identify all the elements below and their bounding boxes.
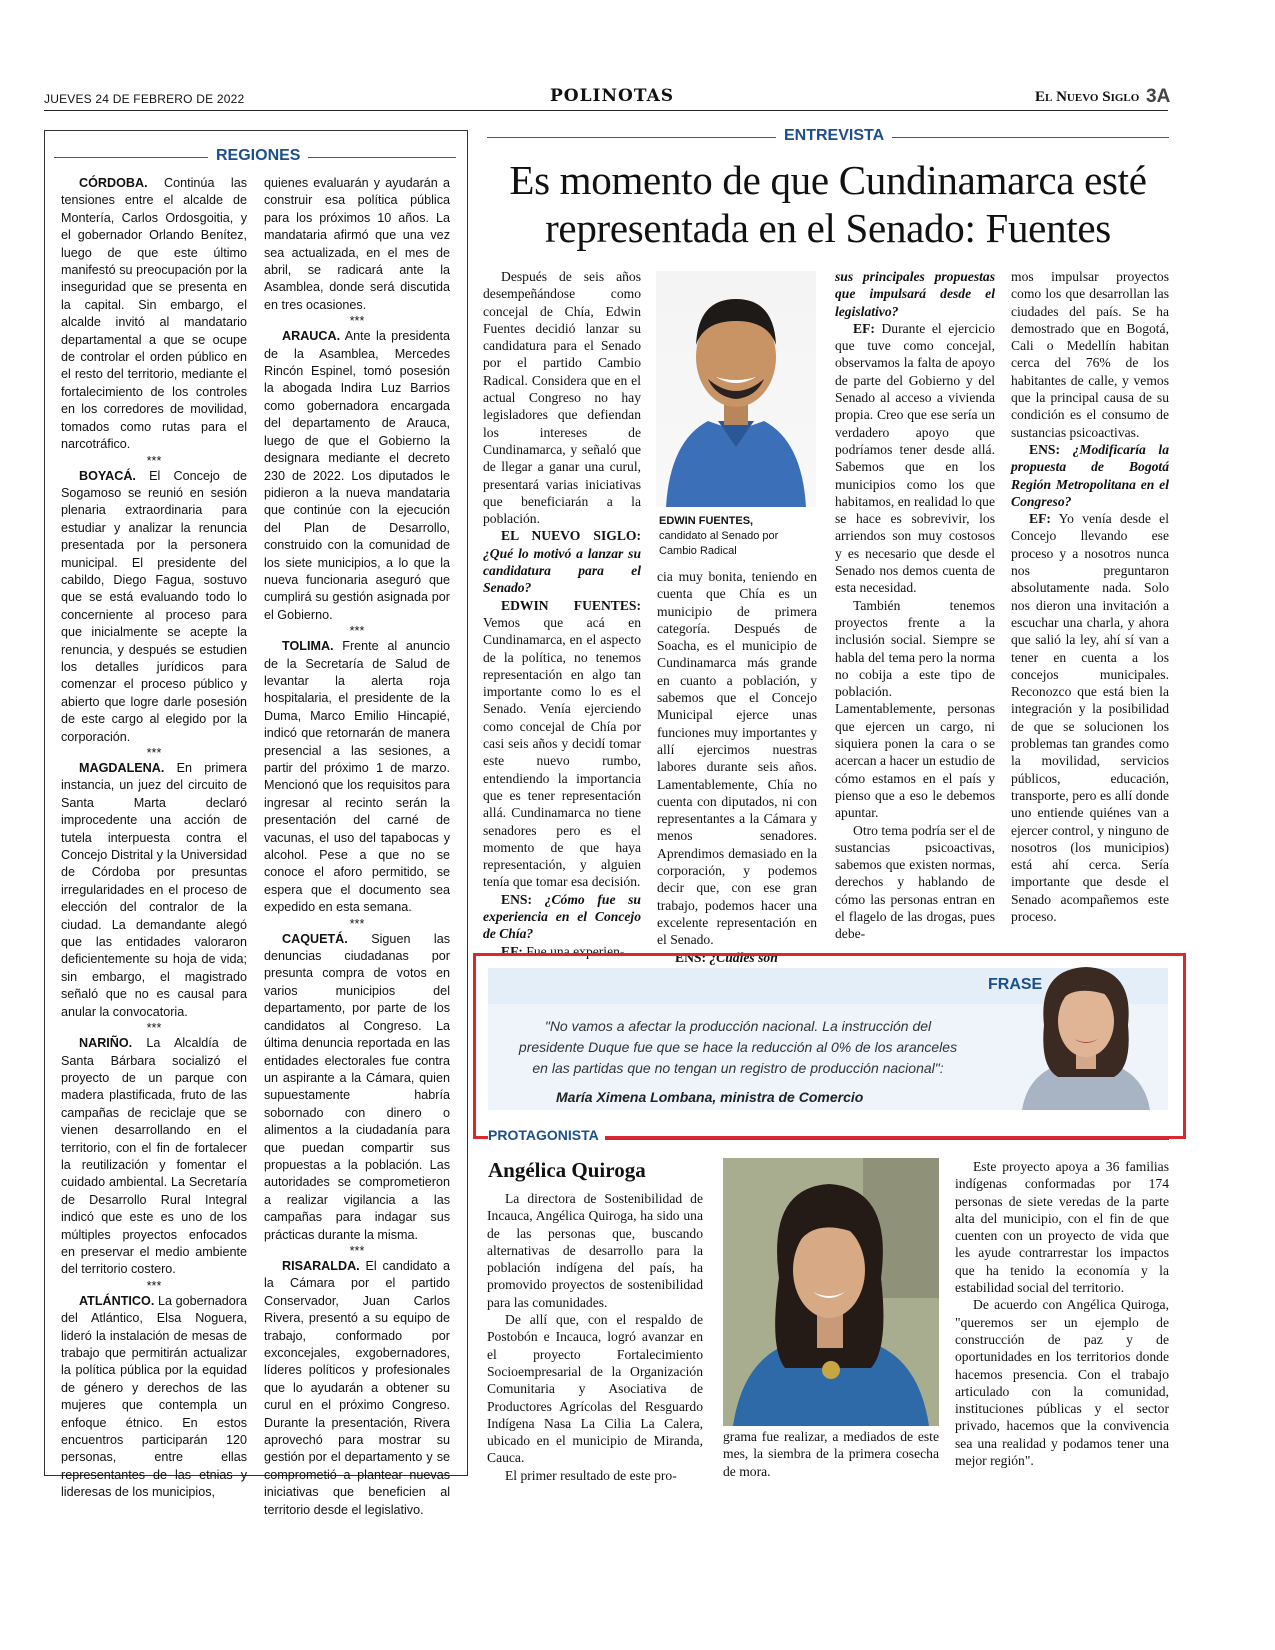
interviewee-label: EF:: [501, 943, 523, 959]
news-brief-text: El Concejo de Sogamoso se reunió en sesión plenaria extraordinaria para estudiar y analizar la renuncia presentada por la personera municipal. El presidente del cabildo, Diego Fagua, sostuvo que se está evaluando todo lo concerniente al proceso para que inicialmente se acepte la renuncia, y después se estudien los detalles jurídicos para comenzar el proceso público y abierto que logre darle posesión de este cargo al elegido por la corporación.: [61, 468, 247, 744]
news-brief: [264, 175, 450, 314]
interview-question: sus principales propuestas que impulsará desde el legislativo?: [835, 269, 995, 319]
question-text: ¿Modificaría la propuesta de Bogotá Región Metropolitana en el Congreso?: [1011, 441, 1169, 509]
frase-quote: [488, 1016, 988, 1079]
answer-text: Durante el ejercicio que tuve como concejal, observamos la falta de apoyo de parte del Gobierno y del Senado al acceso a vivienda propia. Creo que ese sería un verdadero apoyo que podríamos tener desde allá. Sabemos que en los municipios como los que habitamos, en realidad lo que se hace es sobrevivir, los arriendos son muy costosos y es necesario que desde el Senado nos demos cuenta de esta necesidad.: [835, 320, 995, 596]
frase-label: FRASE: [988, 976, 1043, 993]
interview-paragraph: Otro tema podría ser el de sustancias psicoactivas, sabemos que existen normas, derechos y hablando de cómo las personas entran en el flagelo de las drogas, pues debe-: [835, 822, 995, 942]
item-separator: ***: [146, 746, 162, 760]
news-brief: [61, 175, 247, 454]
news-brief-text: La Alcaldía de Santa Bárbara socializó el proyecto de un parque con madera plastificada, fruto de las campañas de reciclaje que se vienen desarrollando en el territorio, con el fin de fortalecer la reutilización y fomentar el cuidado ambiental. La Secretaría de Desarrollo Rural Integral indicó que este es uno de los múltiples proyectos enfocados en preservar el medio ambiente del territorio costero.: [61, 1036, 247, 1277]
news-brief: [61, 468, 247, 747]
article-paragraph: De allí que, con el respaldo de Postobón e Incauca, logró avanzar en el proyecto Fortalecimiento Socioempresarial de la Organización Comunitaria y Asociativa de Productores Agrícolas del Resguardo Indígena Nasa La Cilia La Calera, ubicado en el municipio de Miranda, Cauca.: [487, 1312, 703, 1466]
article-paragraph: La directora de Sostenibilidad de Incauca, Angélica Quiroga, ha sido una de las personas que, buscando alternativas de desarrollo para la población indígena del país, ha promovido proyectos de sostenibilidad para las comunidades.: [487, 1191, 703, 1310]
photo-caption: [659, 514, 819, 559]
interview-question: [1011, 441, 1169, 510]
interview-answer: [483, 597, 641, 891]
news-brief-region: TOLIMA.: [282, 639, 334, 654]
answer-text: Vemos que acá en Cundinamarca, en el aspecto de la política, no tenemos representación en algo tan importante como lo es el Senado. Venía ejerciendo como concejal de Chía por casi seis años y decidí tomar este nuevo rumbo, entendiendo la importancia que es tener representación allá. Cundinamarca no tiene senadores pero es el momento de que haya representación, y alguien tenía que tomar esa decisión.: [483, 614, 641, 890]
interview-column-4: [1011, 268, 1169, 952]
news-brief-region: ARAUCA.: [282, 329, 341, 344]
frase-quote-line-2: presidente Duque fue que se hace la reducción al 0% de los aranceles: [518, 1039, 958, 1055]
interviewer-label: ENS:: [1029, 441, 1060, 457]
news-brief-text: quienes evaluarán y ayudarán a construir esa política pública para los próximos 10 años. La mandataria afirmó que una vez sea actualizada, en el mes de abril, se radicará ante la Asamblea, donde será discutida en tres ocasiones.: [264, 176, 450, 312]
regiones-column-2: [264, 175, 450, 1517]
news-brief-text: Siguen las denuncias ciudadanas por presunta compra de votos en varios municipios del departamento, por parte de los candidatos al Congreso. La última denuncia reportada en las entidades electorales fue contra un aspirante a la Cámara, quien supuestamente habría sobornado con dinero o alimentos a la ciudadanía para que puedan compartir sus propuestas a la población. Las autoridades se comprometieron a realizar vigilancia a las campañas para indagar sus prácticas durante la misma.: [264, 931, 450, 1242]
frase-quote-line-3: en las partidas que no tengan un registro de producción nacional":: [532, 1060, 944, 1076]
news-brief: [264, 328, 450, 624]
caption-role-2: Cambio Radical: [659, 545, 737, 557]
interviewee-label: EDWIN FUENTES:: [501, 597, 641, 613]
header-rule: [44, 110, 1168, 111]
protagonista-column-1: [487, 1190, 703, 1483]
news-brief: [61, 1293, 247, 1502]
protagonista-label: PROTAGONISTA: [488, 1127, 605, 1143]
news-brief-text: En primera instancia, un juez del circuito de Santa Marta declaró improcedente una acción de tutela interpuesta contra el Concejo Distrital y la Universidad de Córdoba por presuntas irregularidades en el proceso de elección del contralor de la ciudad. La demandante alegó que las entidades valoraron deficientemente su hoja de vida; sin embargo, el magistrado señaló que no es causal para anular la convocatoria.: [61, 761, 247, 1019]
regiones-label: REGIONES: [208, 147, 308, 165]
news-brief: [61, 1035, 247, 1279]
question-text: ¿Qué lo motivó a lanzar su candidatura para el Senado?: [483, 545, 641, 596]
interview-column-2: [657, 568, 817, 965]
item-separator: ***: [349, 624, 365, 639]
answer-text: Yo venía desde el Concejo llevando ese proceso y a nosotros nunca nos preguntaron absolutamente nada. Solo nos dieron una invitación a escuchar una charla, y ahora que salió la ley, ahí sí van a tener en cuenta a los concejos municipales. Reconozco que está bien la integración y la posibilidad de que se solucionen los problemas tan grandes como la movilidad, servicios públicos, educación, transporte, pero es allí donde uno entiende quiénes van a ejercer control, y ninguno de nosotros (los municipios) está ahí cerca. Sería importante que desde el Senado acompañemos este proceso.: [1011, 511, 1169, 924]
news-brief-text: Frente al anuncio de la Secretaría de Salud de levantar la alerta roja hospitalaria, el presidente de la Duma, Marco Emilio Hincapié, indicó que retornarán de manera presencial a las sesiones, a partir del próximo 1 de marzo. Mencionó que los requisitos para ingresar al recinto serán la presentación del carné de vacunas, el uso del tapabocas y alcohol. Pese a que no se conoce el aforo permitido, se espera que el documento sea expedido en esta semana.: [264, 639, 450, 915]
protagonista-column-3: [955, 1158, 1169, 1480]
protagonista-name: Angélica Quiroga: [488, 1158, 646, 1182]
news-brief: [264, 1258, 450, 1519]
interview-answer: [1011, 510, 1169, 925]
news-brief-text: La gobernadora del Atlántico, Elsa Noguera, lideró la instalación de mesas de trabajo que permitirán actualizar la política pública por la equidad de género y derechos de las mujeres que contempla un enfoque étnico. En estos encuentros participarán 120 personas, entre ellas representantes de las etnias y lideresas de los municipios,: [61, 1293, 247, 1500]
header-date: JUEVES 24 DE FEBRERO DE 2022: [44, 92, 245, 106]
article-paragraph: El primer resultado de este pro-: [505, 1467, 677, 1483]
frase-quote-line-1: "No vamos a afectar la producción nacional. La instrucción del: [544, 1018, 932, 1034]
news-brief-text: Continúa las tensiones entre el alcalde de Montería, Carlos Ordosgoitia, y el gobernador Orlando Benítez, luego de que este último manifestó su preocupación por la inseguridad que se presenta en la capital. Sin embargo, el alcalde invitó al mandatario departamental a que se ocupe de controlar el orden público en el resto del territorio, mediante el fortalecimiento de los controles en los corredores de movilidad, tomados como rutas para el narcotráfico.: [61, 176, 247, 452]
header-page: 3A: [1146, 86, 1171, 107]
news-brief: [61, 760, 247, 1021]
question-text: ¿Cómo fue su experiencia en el Concejo de Chía?: [483, 891, 641, 942]
answer-text: Fue una experien-: [522, 943, 625, 959]
news-brief-region: CAQUETÁ.: [282, 931, 348, 946]
maria-ximena-lombana-photo: [1004, 955, 1168, 1110]
protagonista-photo-text: grama fue realizar, a mediados de este mes, la siembra de la primera cosecha de mora.: [723, 1429, 939, 1479]
interview-paragraph: También tenemos proyectos frente a la inclusión social. Siempre se habla del tema pero la norma no cobija a este tipo de población. Lamentablemente, personas que ejercen un cargo, ni siquiera ponen la cara o se acercan a hacer un estudio de cómo estamos en el país y pienso que a eso le debemos apuntar.: [835, 597, 995, 821]
angelica-quiroga-photo: [723, 1158, 939, 1426]
news-brief-text: El candidato a la Cámara por el partido Conservador, Juan Carlos Rivera, presentó a su equipo de trabajo, conformado por exconcejales, exgobernadores, líderes políticos y profesionales que lo ayudarán a obtener su curul en el próximo Congreso. Durante la presentación, Rivera aprovechó para mostrar su gestión por el departamento y se comprometió a plantear nuevas iniciativas que beneficien al territorio desde el legislativo.: [264, 1258, 450, 1517]
header-section: POLINOTAS: [550, 86, 675, 106]
interview-paragraph: Después de seis años desempeñándose como concejal de Chía, Edwin Fuentes decidió lanzar su candidatura para el Senado por el partido Cambio Radical. Considera que en el actual Congreso no hay legisladores que defiendan los intereses de Cundinamarca, y señaló que de llegar a ganar una curul, presentará varias iniciativas que beneficiarán a la población.: [483, 269, 641, 527]
interview-column-3: [835, 268, 995, 952]
news-brief: [264, 638, 450, 917]
news-brief: [264, 931, 450, 1244]
interviewee-label: EF:: [853, 320, 875, 336]
item-separator: ***: [146, 1278, 162, 1293]
item-separator: ***: [146, 1021, 162, 1036]
item-separator: ***: [349, 314, 365, 329]
interviewer-label: ENS:: [675, 949, 706, 965]
item-separator: ***: [146, 453, 162, 468]
question-text: ¿Cuáles son: [705, 949, 778, 965]
interviewer-label: ENS:: [501, 891, 532, 907]
news-brief-region: CÓRDOBA.: [79, 176, 148, 190]
news-brief-region: NARIÑO.: [79, 1036, 133, 1051]
caption-role-1: candidato al Senado por: [659, 530, 779, 542]
caption-name: EDWIN FUENTES,: [659, 515, 754, 527]
headline-line-2: representada en el Senado: Fuentes: [545, 205, 1111, 251]
item-separator: ***: [349, 1243, 365, 1258]
article-paragraph: De acuerdo con Angélica Quiroga, "queremos ser un ejemplo de construcción de paz y de oportunidades en los territorios donde hacemos presencia. Con el trabajo articulado con la comunidad, instituciones públicas y el sector privado, hacemos que la convivencia sea una realidad y podamos tener una mejor región".: [955, 1297, 1169, 1469]
news-brief-text: Ante la presidenta de la Asamblea, Mercedes Rincón Espinel, tomó posesión la abogada Indira Luz Barrios como gobernadora encargada del departamento de Arauca, luego de que el Gobierno la designara mediante el decreto 230 de 2022. Los diputados le pidieron a la nueva mandataria que continúe con la ejecución del Plan de Desarrollo, construido con la comunidad de los siete municipios, a lo que la nueva funcionaria aseguró que cumplirá su gestión asignada por el Gobierno.: [264, 329, 450, 622]
regiones-column-1: [61, 175, 247, 1500]
news-brief-region: RISARALDA.: [282, 1258, 360, 1273]
header-paper: El Nuevo Siglo: [1035, 89, 1140, 105]
headline-line-1: Es momento de que Cundinamarca esté: [509, 157, 1147, 203]
interview-question: [483, 891, 641, 943]
interview-paragraph: mos impulsar proyectos como los que desarrollan las ciudades del país. Se ha demostrado que en Bogotá, Cali o Medellín habitan cerca del 76% de los habitantes de calle, y vemos que la principal causa de su condición es el consumo de sustancias psicoactivas.: [1011, 269, 1169, 440]
headline: [484, 156, 1172, 252]
frase-author: María Ximena Lombana, ministra de Comercio: [556, 1089, 864, 1105]
interview-paragraph: cia muy bonita, teniendo en cuenta que Chía es un municipio de primera categoría. Después de Soacha, es el municipio de Cundinamarca más grande en cuanto a población, y sabemos que el Concejo Municipal ejerce unas funciones muy importantes y allí ejercimos nuestras labores durante seis años. Lamentablemente, Chía no cuenta con diputados, ni con representantes a la Cámara y menos senadores. Aprendimos demasiado en la corporación, y podemos decir que, con ese gran trabajo, podemos hacer una excelente representación en el Senado.: [657, 569, 817, 948]
item-separator: ***: [349, 916, 365, 931]
edwin-fuentes-photo: [656, 271, 816, 507]
news-brief-region: MAGDALENA.: [79, 761, 165, 775]
interview-column-1: [483, 268, 641, 959]
interview-question: [483, 527, 641, 596]
entrevista-label: ENTREVISTA: [776, 127, 892, 145]
news-brief-region: ATLÁNTICO.: [79, 1293, 155, 1308]
article-paragraph: Este proyecto apoya a 36 familias indígenas conformadas por 174 personas de siete veredas de la parte alta del municipio, con el fin de que cuenten con un proyecto de vida que les ayude contrarrestar los impactos que ha tenido la economía y la estabilidad social del territorio.: [955, 1159, 1169, 1296]
interview-answer: [835, 320, 995, 597]
news-brief-region: BOYACÁ.: [79, 468, 136, 483]
interviewee-label: EF:: [1029, 511, 1051, 527]
interviewer-label: EL NUEVO SIGLO:: [501, 528, 641, 544]
